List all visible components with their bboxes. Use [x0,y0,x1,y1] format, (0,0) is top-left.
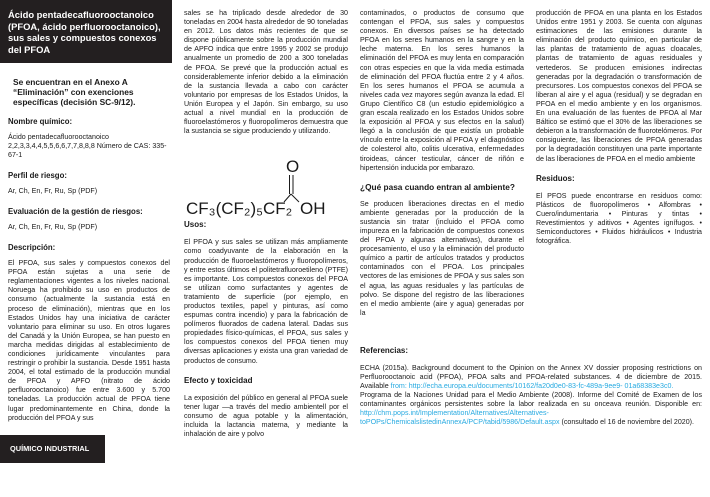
environment-text-part-1: Se producen liberaciones directas en el medio ambiente generadas por la producción de la sustancia sin tratar (incluido el PFOA como impureza en la fabricación de compuestos conexos del PFOA y algunas alternativas), durante el procesamiento, el uso y la eliminación del producto químico a partir de artículos tratados y productos contaminados con el PFOA. Los principales vectores de las emisiones de PFOA y sus sales son el agua, las aguas residuales y las partículas de polvo. Se dispone del registro de las liberaciones en el medio ambiente (aire y agua) generadas por la [360,199,524,317]
waste-text: El PFOS puede encontrarse en residuos como: Plásticos de fluoropolímeros • Alfombras • Cuero/indumentaria • Pinturas y tintas • Revestimientos y aditivos • Agentes ignífugos. • Semiconductores • Fluidos hidráulicos • Industria fotográfica. [536,191,702,246]
references-heading: Referencias: [360,345,409,355]
risk-management-heading: Evaluación de la gestión de riesgos: [8,206,143,216]
environment-heading: ¿Qué pasa cuando entran al ambiente? [360,181,515,192]
column-2 [184,0,348,439]
uses-text: El PFOA y sus sales se utilizan más ampliamente como coadyuvante de la elaboración en la producción de fluoroelastómeros y fluoropolímeros, y entre estos últimos el politetrafluoroetileno (PTFE) es importante. Los compuestos conexos del PFOA se utilizan como surfactantes y agentes de tratamiento de superficie (por ejemplo, en productos textiles, papel y pinturas, así como espumas contra incendio) y para la fabricación de polímeros fluorados de cadena lateral. Dadas sus propiedades físico-químicas, el PFOA, sus sales y los compuestos conexos del PFOA tienen muy diversas aplicaciones y exista una gran variedad de productos de consumo. [184,238,348,365]
chemical-name-heading: Nombre químico: [8,116,73,126]
description-text-part-2: sales se ha triplicado desde alrededor de 30 toneladas en 2004 hasta alrededor de 90 toneladas en 2012. Los datos más recientes de que se dispone públicamente sobre la producción mundial de APFO indica que entre 1995 y 2002 se produjo anualmente un promedio de 200 a 300 toneladas de PFOA. Se prevé que la producción actual es considerablemente inferior debido a la eliminación de la sustancia llevada a cabo con carácter voluntario por empresas de los Estados Unidos, la Unión Europea y el Japón. Sin embargo, su uso actual a nivel mundial en la producción de fluoroelastómeros y fluoropolímeros demuestra que la sustancia se sigue produciendo y utilizando. [184,9,348,136]
toxicity-heading: Efecto y toxicidad [184,375,253,385]
fluorocarbon-chain: CF₃(CF₂)₅CF₂ [186,199,293,219]
reference-link[interactable]: http://chm.pops.int/Implementation/Alternatives/Alternatives-toPOPs/ChemicalslistedinAnnexA/PCP/tabid/5986/Default.aspx [360,409,560,427]
column-4 [536,0,702,246]
reference-text: Programa de la Naciones Unidad para el Medio Ambiente (2008). Informe del Comité de Examen de los contaminantes orgánicos persistentes sobre la labor realizada en su onceava reunión. Disponible en: [360,391,702,409]
chemical-structure [184,142,348,222]
carbonyl-oxygen: O [286,157,300,177]
risk-profile-links[interactable]: Ar, Ch, En, Fr, Ru, Sp (PDF) [8,186,98,195]
reference-text: ECHA (2015a). Background document to the Opinion on the Annex XV dossier proposing restrictions on Perfluorooctanoic acid (PFOA), PFOA salts and PFOA-related substances. 4 de diciembre de 2015. Available [360,363,702,391]
risk-profile-heading: Perfil de riesgo: [8,170,67,180]
reference-link[interactable]: from: http://echa.europa.eu/documents/10162/fa20d0e0-83-fc-489a-9ee9- 01a68383e3c0. [390,382,674,391]
pfoa-structure-diagram [184,142,348,222]
chemical-name-text: Ácido pentadecafluorooctanoico 2,2,3,3,4,4,5,5,6,6,7,7,8,8,8 Número de CAS: 335-67-1 [8,132,167,159]
reference-item [360,391,702,427]
environment-text-part-2: producción de PFOA en una planta en los Estados Unidos entre 1951 y 2003. Se cuenta con algunas estimaciones de las emisiones durante la eliminación del producto químico, en particular de las plantas de tratamiento de aguas cloacales, plantas de tratamiento de aguas residuales y vertederos. Se producen emisiones indirectas generadas por la degradación o transformación de precursores. Los compuestos conexos del PFOA se liberan al aire y el agua (residual) y se degradan en PFOA en el medio ambiente y en los organismos. En una evaluación de las fuentes de PFOA al Mar Báltico se estimó que el 30% de las liberaciones se debieron a la transformación de fluorotelómeros. Por consiguiente, las liberaciones de PFOA generadas por la degradación constituyen una parte importante de las liberaciones de PFOA en el medio ambiente [536,9,702,163]
description-heading: Descripción: [8,243,56,253]
hydroxyl-group: OH [300,199,326,219]
column-1 [0,0,172,463]
page-title: Ácido pentadecafluorooctanoico (PFOA, ácido perfluorooctanoico), sus sales y compuestos conexos del PFOA [0,0,172,63]
toxicity-text-part-2: contaminados, o productos de consumo que contengan el PFOA, sus sales y compuestos conexos. En diversos países se ha detectado PFOA en los seres humanos en la sangre y en la leche materna. En los seres humanos la eliminación del PFOA es muy lenta en comparación con otras especies en que la vida media estimada de eliminación del PFOA fluctúa entre 2 y 4 años. En los seres humanos el PFOA se acumula a niveles cada vez mayores según avanza la edad. El Grupo Científico C8 (un estudio epidemiológico a gran escala realizado en los Estados Unidos sobre la exposición al PFOA y sus efectos en la salud) llegó a la conclusión de que existía un probable vínculo entre la exposición al PFOA y el diagnóstico de colesterol alto, colitis ulcerativa, enfermedades tiroideas, cáncer testicular, cáncer de riñón e hipertensión inducida por embarazo. [360,9,524,172]
references-section [360,346,702,428]
uses-heading: Usos: [184,220,207,230]
footer-category-label: QUÍMICO INDUSTRIAL [0,435,105,463]
annex-statement: Se encuentran en el Anexo A “Eliminación” con exenciones específicas (decisión SC-9/12). [13,77,136,108]
risk-management-links[interactable]: Ar, Ch, En, Fr, Ru, Sp (PDF) [8,222,98,231]
description-text-part-1: El PFOA, sus sales y compuestos conexos del PFOA están sujetas a una serie de reglamentaciones vigentes a los niveles nacional. Noruega ha prohibido su uso en productos de consumo (actualmente la sustancia está en proceso de eliminación), mientras que en los Estados Unidos hay una iniciativa de carácter voluntario para eliminar su uso. En otros lugares del Canadá y la Unión Europea, se han puesto en marcha medidas dirigidas al establecimiento de condiciones jurídicamente vinculantes para restringir o prohibir la sustancia. Desde 1951 hasta 2004, el total estimado de la producción mundial de PFOA y APFO (nitrato de ácido perfluorooctanoico) fue entre 3.600 y 5.700 toneladas. La producción actual de PFOA tiene lugar predominantemente en China, donde la producción del PFOA y sus [8,259,170,422]
toxicity-text-part-1: La exposición del público en general al PFOA suele tener lugar —a través del medio ambientell por el consumo de agua potable y la alimentación, incluida la lactancia materna, y mediante la inhalación de aire y polvo [184,393,348,438]
column-3 [360,0,524,318]
waste-heading: Residuos: [536,173,575,183]
reference-item [360,364,702,391]
reference-after: (consultado el 16 de noviembre del 2020). [559,418,695,427]
